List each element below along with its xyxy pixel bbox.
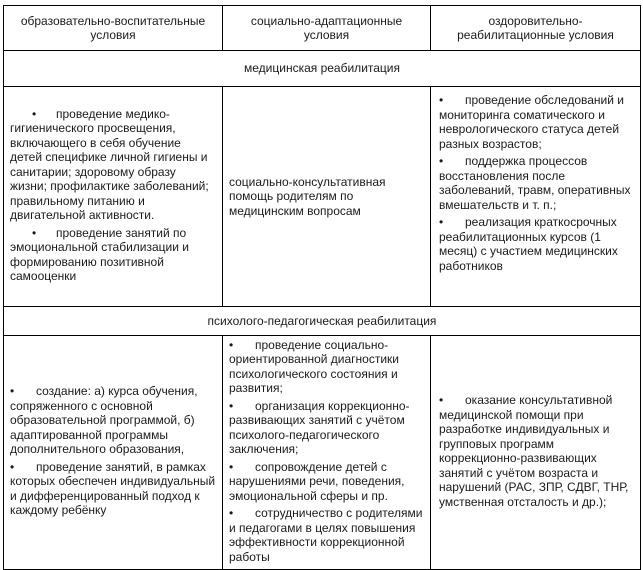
bullet-icon: • xyxy=(229,459,234,474)
list-item: • поддержка процессов восстановления после заболеваний, травм, оперативных вмешательств и т. п.; xyxy=(439,154,631,212)
list-item: • проведение обследований и мониторинга соматического и неврологического статуса детей разных возрастов; xyxy=(439,93,624,151)
table-cell xyxy=(431,87,641,307)
bullet-list xyxy=(439,393,634,509)
bullet-icon: • xyxy=(10,459,15,474)
header-cell: образовательно-воспитательные условия xyxy=(4,6,223,51)
list-item: • организация коррекционно-развивающих занятий с учётом психолого-педагогического заключения; xyxy=(229,398,410,457)
conditions-table xyxy=(3,5,641,570)
section-title: психолого-педагогическая реабилитация xyxy=(4,307,641,336)
section-title-row xyxy=(4,51,641,87)
table-cell xyxy=(431,336,641,570)
header-cell: социально-адаптационные условия xyxy=(223,6,431,51)
table-cell xyxy=(4,87,223,307)
table-row xyxy=(4,87,641,307)
section-title: медицинская реабилитация xyxy=(4,51,641,87)
list-item: • проведение занятий по эмоциональной стабилизации и формированию позитивной самооценки xyxy=(10,225,189,283)
bullet-icon: • xyxy=(439,393,444,407)
bullet-icon: • xyxy=(32,106,37,121)
bullet-icon: • xyxy=(10,384,15,399)
section-title-row xyxy=(4,307,641,336)
bullet-icon: • xyxy=(229,398,234,413)
header-cell: оздоровительно-реабилитационные условия xyxy=(431,6,641,51)
bullet-list xyxy=(229,338,424,565)
bullet-list xyxy=(10,384,216,518)
bullet-list xyxy=(10,107,216,284)
table-cell xyxy=(223,336,431,570)
list-item: • проведение социально-ориентированной диагностики психологического состояния и развития; xyxy=(229,337,399,396)
list-item: • оказание консультативной медицинской помощи при разработке индивидуальных и групповых программ коррекционно-развивающих занятий с учётом возраста и нарушений (РАС, ЗПР, СДВГ, ТНР, умственная отсталость и др.); xyxy=(439,393,629,509)
table-cell: социально-консультативная помощь родителям по медицинским вопросам xyxy=(223,87,431,307)
list-item: • сопровождение детей с нарушениями речи, поведения, эмоциональной сферы и пр. xyxy=(229,459,405,503)
list-item: • реализация краткосрочных реабилитационных курсов (1 месяц) с участием медицинских работников xyxy=(439,215,618,273)
list-item: • проведение занятий, в рамках которых обеспечен индивидуальный и дифференцированный подход к каждому ребёнку xyxy=(10,459,216,518)
bullet-list xyxy=(439,93,634,273)
bullet-icon: • xyxy=(439,215,444,229)
bullet-icon: • xyxy=(229,337,234,352)
list-item: • сотрудничество с родителями и педагогами в целях повышения эффективности коррекционной работы xyxy=(229,506,423,564)
list-item: • проведение медико-гигиенического просвещения, включающего в себя обучение детей специфике личной гигиены и санитарии; здоровому образу жизни; профилактике заболеваний; правильному питанию и двигательной активности. xyxy=(10,106,209,222)
bullet-icon: • xyxy=(439,93,444,107)
header-row xyxy=(4,6,641,51)
table-cell xyxy=(4,336,223,570)
list-item: • создание: а) курса обучения, сопряженного с основной образовательной программой, б) адаптированной программы дополнительного образования, xyxy=(10,384,198,457)
bullet-icon: • xyxy=(32,225,37,240)
bullet-icon: • xyxy=(439,154,444,168)
table-row xyxy=(4,336,641,570)
bullet-icon: • xyxy=(229,506,234,521)
